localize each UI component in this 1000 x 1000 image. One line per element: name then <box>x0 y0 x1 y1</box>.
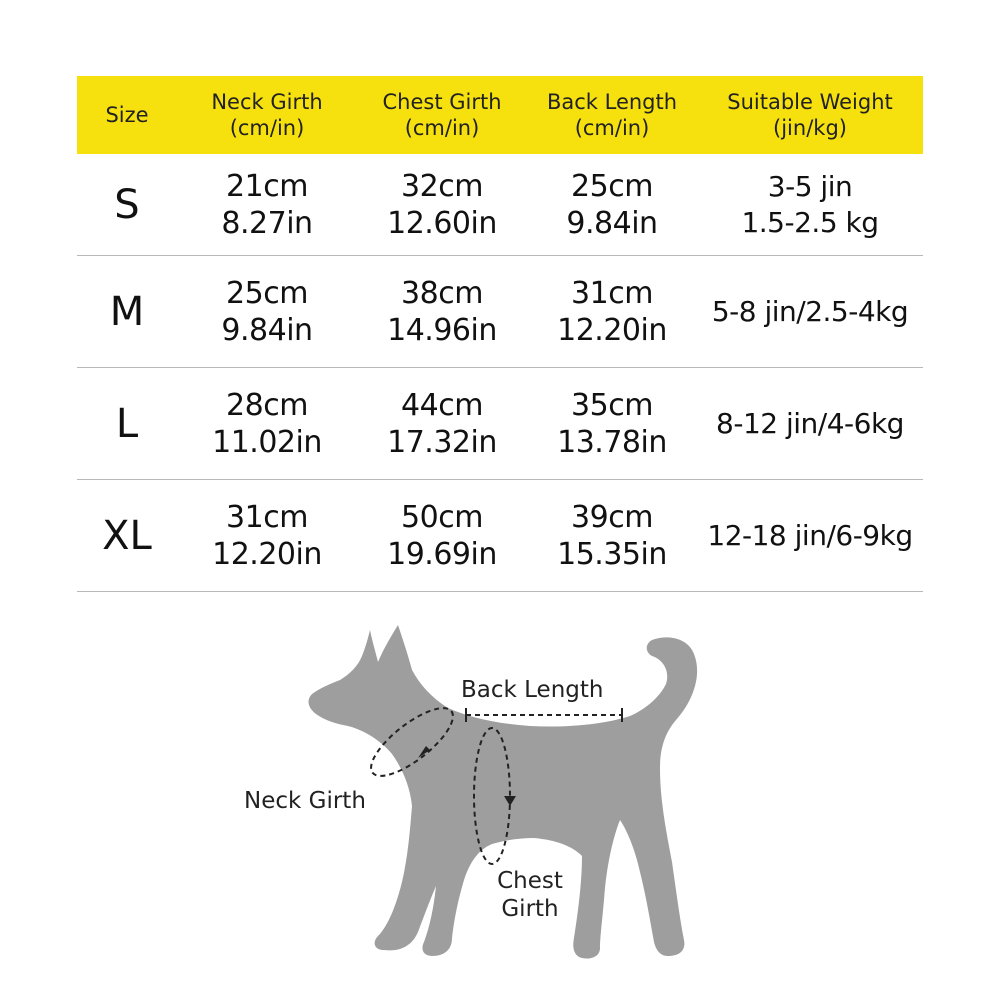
header-suitable-weight <box>697 89 923 141</box>
size-cell: S <box>114 181 140 228</box>
back-length-label: Back Length <box>461 677 604 703</box>
neck-girth-cell <box>177 387 357 461</box>
header-chest-girth <box>357 89 527 141</box>
header-back-unit: (cm/in) <box>574 116 650 140</box>
back-length-cell <box>527 275 697 349</box>
back-in: 15.35in <box>557 536 667 572</box>
table-header-row <box>77 76 923 154</box>
weight-cell <box>697 518 923 554</box>
chest-cm: 38cm <box>401 275 483 311</box>
neck-in: 9.84in <box>221 312 313 348</box>
header-chest-unit: (cm/in) <box>404 116 480 140</box>
back-length-cell <box>527 387 697 461</box>
weight-kg: 1.5-2.5 kg <box>741 205 879 239</box>
back-in: 9.84in <box>566 205 658 241</box>
size-chart-table <box>77 76 923 592</box>
back-cm: 39cm <box>571 499 653 535</box>
neck-cm: 21cm <box>226 168 308 204</box>
neck-girth-cell <box>177 275 357 349</box>
dog-silhouette-graphic <box>0 600 1000 1000</box>
chest-in: 12.60in <box>387 205 497 241</box>
header-back-title: Back Length <box>546 90 678 114</box>
back-cm: 31cm <box>571 275 653 311</box>
chest-cm: 44cm <box>401 387 483 423</box>
neck-in: 11.02in <box>212 424 322 460</box>
size-cell: L <box>115 400 139 447</box>
header-size-label: Size <box>105 103 149 127</box>
weight-jin: 3-5 jin <box>767 169 853 203</box>
table-row-l <box>77 368 923 480</box>
weight-value: 12-18 jin/6-9kg <box>707 518 913 552</box>
neck-girth-label: Neck Girth <box>244 788 366 814</box>
chest-girth-cell <box>357 275 527 349</box>
header-weight-title: Suitable Weight <box>727 90 893 114</box>
chest-in: 19.69in <box>387 536 497 572</box>
back-cm: 25cm <box>571 168 653 204</box>
back-length-cell <box>527 168 697 242</box>
neck-girth-cell <box>177 499 357 573</box>
chest-girth-label-line1: Chest <box>497 868 563 894</box>
weight-value: 8-12 jin/4-6kg <box>716 406 904 440</box>
weight-value: 5-8 jin/2.5-4kg <box>711 294 909 328</box>
chest-girth-cell <box>357 387 527 461</box>
neck-cm: 31cm <box>226 499 308 535</box>
back-length-cell <box>527 499 697 573</box>
neck-cm: 25cm <box>226 275 308 311</box>
weight-cell <box>697 406 923 442</box>
header-chest-title: Chest Girth <box>382 90 502 114</box>
header-size <box>77 102 177 128</box>
neck-in: 12.20in <box>212 536 322 572</box>
header-neck-title: Neck Girth <box>211 90 323 114</box>
weight-cell <box>697 169 923 241</box>
chest-cm: 50cm <box>401 499 483 535</box>
back-cm: 35cm <box>571 387 653 423</box>
size-cell: M <box>109 288 145 335</box>
neck-girth-cell <box>177 168 357 242</box>
header-neck-unit: (cm/in) <box>229 116 305 140</box>
chest-girth-cell <box>357 168 527 242</box>
back-in: 12.20in <box>557 312 667 348</box>
table-row-s <box>77 154 923 256</box>
chest-girth-cell <box>357 499 527 573</box>
table-row-m <box>77 256 923 368</box>
chest-in: 17.32in <box>387 424 497 460</box>
measurement-diagram <box>0 600 1000 1000</box>
chest-girth-label-line2: Girth <box>501 896 559 922</box>
chest-cm: 32cm <box>401 168 483 204</box>
weight-cell <box>697 294 923 330</box>
neck-in: 8.27in <box>221 205 313 241</box>
chest-in: 14.96in <box>387 312 497 348</box>
header-neck-girth <box>177 89 357 141</box>
neck-cm: 28cm <box>226 387 308 423</box>
chest-girth-label <box>480 867 580 923</box>
back-in: 13.78in <box>557 424 667 460</box>
size-cell: XL <box>102 512 152 559</box>
header-weight-unit: (jin/kg) <box>773 116 847 140</box>
table-row-xl <box>77 480 923 592</box>
header-back-length <box>527 89 697 141</box>
